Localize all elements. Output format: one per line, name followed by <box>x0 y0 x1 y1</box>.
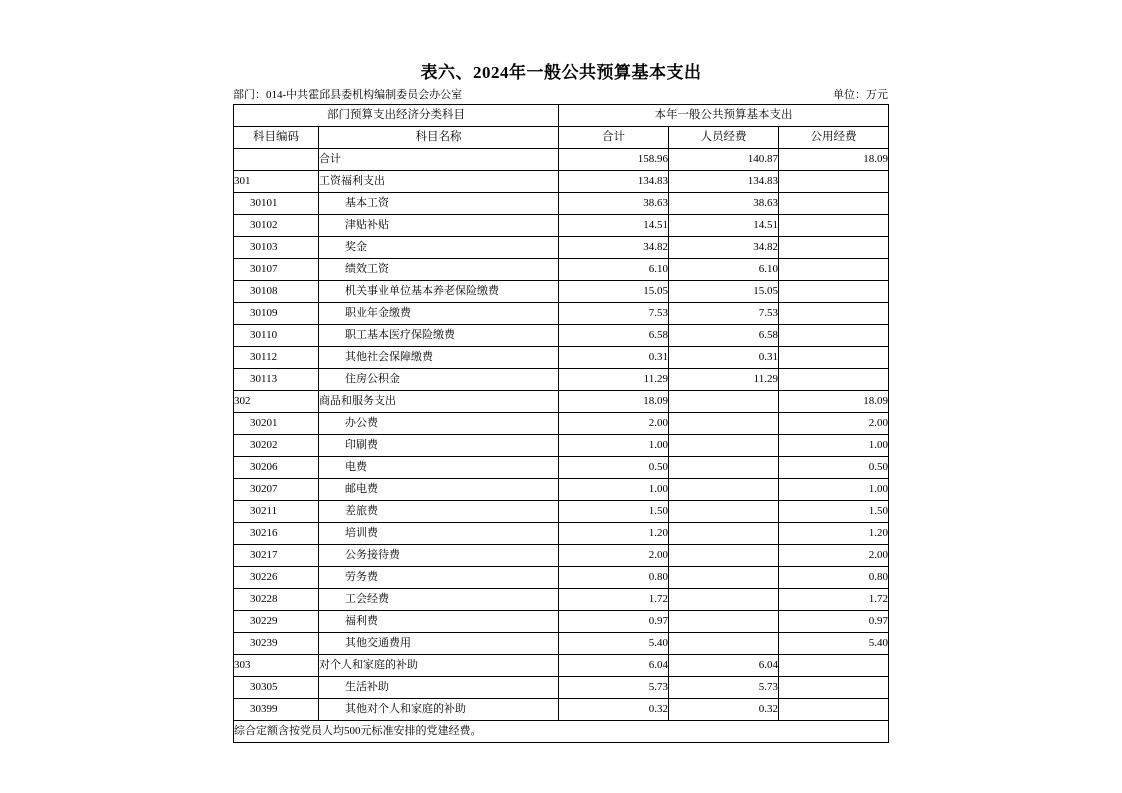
cell-name: 培训费 <box>319 523 559 545</box>
cell-name: 职工基本医疗保险缴费 <box>319 325 559 347</box>
cell-code: 30211 <box>234 501 319 523</box>
table-row <box>234 303 889 325</box>
cell-code: 30109 <box>234 303 319 325</box>
cell-total: 0.80 <box>559 567 669 589</box>
table-column-header-row <box>234 127 889 149</box>
cell-total: 6.58 <box>559 325 669 347</box>
cell-code: 30107 <box>234 259 319 281</box>
cell-code: 30207 <box>234 479 319 501</box>
cell-code: 30202 <box>234 435 319 457</box>
table-row <box>234 171 889 193</box>
table-row <box>234 391 889 413</box>
cell-personnel: 6.10 <box>669 259 779 281</box>
table-row <box>234 259 889 281</box>
cell-name: 差旅费 <box>319 501 559 523</box>
cell-total: 1.50 <box>559 501 669 523</box>
cell-name: 奖金 <box>319 237 559 259</box>
cell-public <box>779 193 889 215</box>
cell-name: 其他社会保障缴费 <box>319 347 559 369</box>
cell-personnel: 134.83 <box>669 171 779 193</box>
cell-code: 303 <box>234 655 319 677</box>
cell-personnel <box>669 545 779 567</box>
table-row <box>234 369 889 391</box>
cell-personnel <box>669 589 779 611</box>
cell-total: 2.00 <box>559 413 669 435</box>
cell-code: 30228 <box>234 589 319 611</box>
cell-code: 30101 <box>234 193 319 215</box>
cell-public: 1.20 <box>779 523 889 545</box>
cell-personnel <box>669 413 779 435</box>
cell-public <box>779 171 889 193</box>
cell-code: 301 <box>234 171 319 193</box>
column-header-public: 公用经费 <box>779 127 889 149</box>
cell-name: 绩效工资 <box>319 259 559 281</box>
cell-code: 30229 <box>234 611 319 633</box>
cell-name: 津贴补贴 <box>319 215 559 237</box>
table-row <box>234 347 889 369</box>
cell-personnel: 0.31 <box>669 347 779 369</box>
cell-total: 38.63 <box>559 193 669 215</box>
table-row <box>234 677 889 699</box>
cell-total: 34.82 <box>559 237 669 259</box>
cell-total: 18.09 <box>559 391 669 413</box>
table-row <box>234 655 889 677</box>
cell-public: 2.00 <box>779 545 889 567</box>
table-row <box>234 193 889 215</box>
cell-public: 2.00 <box>779 413 889 435</box>
cell-personnel: 6.58 <box>669 325 779 347</box>
cell-name: 住房公积金 <box>319 369 559 391</box>
cell-personnel: 5.73 <box>669 677 779 699</box>
cell-code: 30206 <box>234 457 319 479</box>
cell-total: 0.50 <box>559 457 669 479</box>
cell-name: 商品和服务支出 <box>319 391 559 413</box>
cell-personnel: 7.53 <box>669 303 779 325</box>
cell-public: 1.50 <box>779 501 889 523</box>
cell-total: 1.00 <box>559 479 669 501</box>
cell-total: 6.10 <box>559 259 669 281</box>
cell-public: 0.50 <box>779 457 889 479</box>
cell-personnel: 15.05 <box>669 281 779 303</box>
cell-total: 5.40 <box>559 633 669 655</box>
cell-personnel <box>669 633 779 655</box>
group-header-left: 部门预算支出经济分类科目 <box>234 105 559 127</box>
cell-public <box>779 281 889 303</box>
cell-public <box>779 259 889 281</box>
cell-public <box>779 655 889 677</box>
cell-total: 7.53 <box>559 303 669 325</box>
cell-personnel <box>669 501 779 523</box>
cell-name: 劳务费 <box>319 567 559 589</box>
cell-name: 生活补助 <box>319 677 559 699</box>
cell-personnel <box>669 523 779 545</box>
table-row <box>234 633 889 655</box>
cell-code: 30305 <box>234 677 319 699</box>
cell-personnel <box>669 567 779 589</box>
table-row <box>234 567 889 589</box>
cell-personnel <box>669 435 779 457</box>
cell-name: 合计 <box>319 149 559 171</box>
cell-total: 0.31 <box>559 347 669 369</box>
cell-total: 6.04 <box>559 655 669 677</box>
cell-total: 1.20 <box>559 523 669 545</box>
cell-total: 0.32 <box>559 699 669 721</box>
table-footnote-row <box>234 721 889 743</box>
cell-name: 机关事业单位基本养老保险缴费 <box>319 281 559 303</box>
group-header-right: 本年一般公共预算基本支出 <box>559 105 889 127</box>
cell-public: 1.00 <box>779 435 889 457</box>
cell-name: 福利费 <box>319 611 559 633</box>
cell-name: 对个人和家庭的补助 <box>319 655 559 677</box>
cell-personnel: 14.51 <box>669 215 779 237</box>
cell-public: 5.40 <box>779 633 889 655</box>
cell-name: 电费 <box>319 457 559 479</box>
cell-code: 30226 <box>234 567 319 589</box>
cell-total: 15.05 <box>559 281 669 303</box>
cell-name: 工会经费 <box>319 589 559 611</box>
cell-public: 1.00 <box>779 479 889 501</box>
cell-name: 办公费 <box>319 413 559 435</box>
cell-public <box>779 237 889 259</box>
table-row <box>234 479 889 501</box>
column-header-name: 科目名称 <box>319 127 559 149</box>
cell-total: 1.72 <box>559 589 669 611</box>
cell-public: 0.80 <box>779 567 889 589</box>
cell-name: 其他交通费用 <box>319 633 559 655</box>
cell-code: 30103 <box>234 237 319 259</box>
cell-public <box>779 215 889 237</box>
cell-public <box>779 347 889 369</box>
cell-public: 18.09 <box>779 391 889 413</box>
cell-code: 30217 <box>234 545 319 567</box>
cell-code <box>234 149 319 171</box>
cell-name: 其他对个人和家庭的补助 <box>319 699 559 721</box>
cell-personnel: 11.29 <box>669 369 779 391</box>
cell-total: 2.00 <box>559 545 669 567</box>
table-row <box>234 545 889 567</box>
column-header-total: 合计 <box>559 127 669 149</box>
cell-total: 134.83 <box>559 171 669 193</box>
cell-personnel: 38.63 <box>669 193 779 215</box>
table-body <box>234 149 889 721</box>
cell-personnel: 0.32 <box>669 699 779 721</box>
cell-code: 30102 <box>234 215 319 237</box>
cell-name: 印刷费 <box>319 435 559 457</box>
cell-code: 30399 <box>234 699 319 721</box>
cell-personnel <box>669 479 779 501</box>
cell-personnel: 34.82 <box>669 237 779 259</box>
table-group-header-row <box>234 105 889 127</box>
cell-name: 公务接待费 <box>319 545 559 567</box>
cell-public <box>779 369 889 391</box>
table-row <box>234 325 889 347</box>
cell-total: 1.00 <box>559 435 669 457</box>
cell-name: 工资福利支出 <box>319 171 559 193</box>
cell-total: 5.73 <box>559 677 669 699</box>
budget-table <box>233 104 889 743</box>
cell-personnel <box>669 391 779 413</box>
cell-public <box>779 303 889 325</box>
table-row <box>234 457 889 479</box>
cell-public <box>779 677 889 699</box>
cell-code: 30112 <box>234 347 319 369</box>
cell-name: 邮电费 <box>319 479 559 501</box>
table-row <box>234 413 889 435</box>
cell-personnel: 6.04 <box>669 655 779 677</box>
cell-personnel <box>669 611 779 633</box>
table-row <box>234 215 889 237</box>
unit-label: 单位：万元 <box>833 89 888 101</box>
cell-public: 18.09 <box>779 149 889 171</box>
column-header-code: 科目编码 <box>234 127 319 149</box>
cell-total: 11.29 <box>559 369 669 391</box>
table-row <box>234 589 889 611</box>
page-title: 表六、2024年一般公共预算基本支出 <box>420 63 702 82</box>
cell-code: 30110 <box>234 325 319 347</box>
cell-personnel <box>669 457 779 479</box>
cell-code: 30108 <box>234 281 319 303</box>
cell-public: 1.72 <box>779 589 889 611</box>
cell-code: 302 <box>234 391 319 413</box>
cell-code: 30239 <box>234 633 319 655</box>
cell-code: 30201 <box>234 413 319 435</box>
table-row <box>234 501 889 523</box>
column-header-personnel: 人员经费 <box>669 127 779 149</box>
department-label: 部门：014-中共霍邱县委机构编制委员会办公室 <box>233 89 463 101</box>
cell-public <box>779 325 889 347</box>
meta-row <box>233 86 888 102</box>
cell-public: 0.97 <box>779 611 889 633</box>
cell-code: 30113 <box>234 369 319 391</box>
table-row <box>234 149 889 171</box>
cell-name: 基本工资 <box>319 193 559 215</box>
footnote-text: 综合定额含按党员人均500元标准安排的党建经费。 <box>234 721 889 743</box>
cell-code: 30216 <box>234 523 319 545</box>
cell-personnel: 140.87 <box>669 149 779 171</box>
table-row <box>234 523 889 545</box>
table-row <box>234 435 889 457</box>
cell-total: 14.51 <box>559 215 669 237</box>
table-row <box>234 281 889 303</box>
table-row <box>234 699 889 721</box>
table-row <box>234 237 889 259</box>
table-row <box>234 611 889 633</box>
cell-total: 158.96 <box>559 149 669 171</box>
cell-public <box>779 699 889 721</box>
cell-name: 职业年金缴费 <box>319 303 559 325</box>
cell-total: 0.97 <box>559 611 669 633</box>
